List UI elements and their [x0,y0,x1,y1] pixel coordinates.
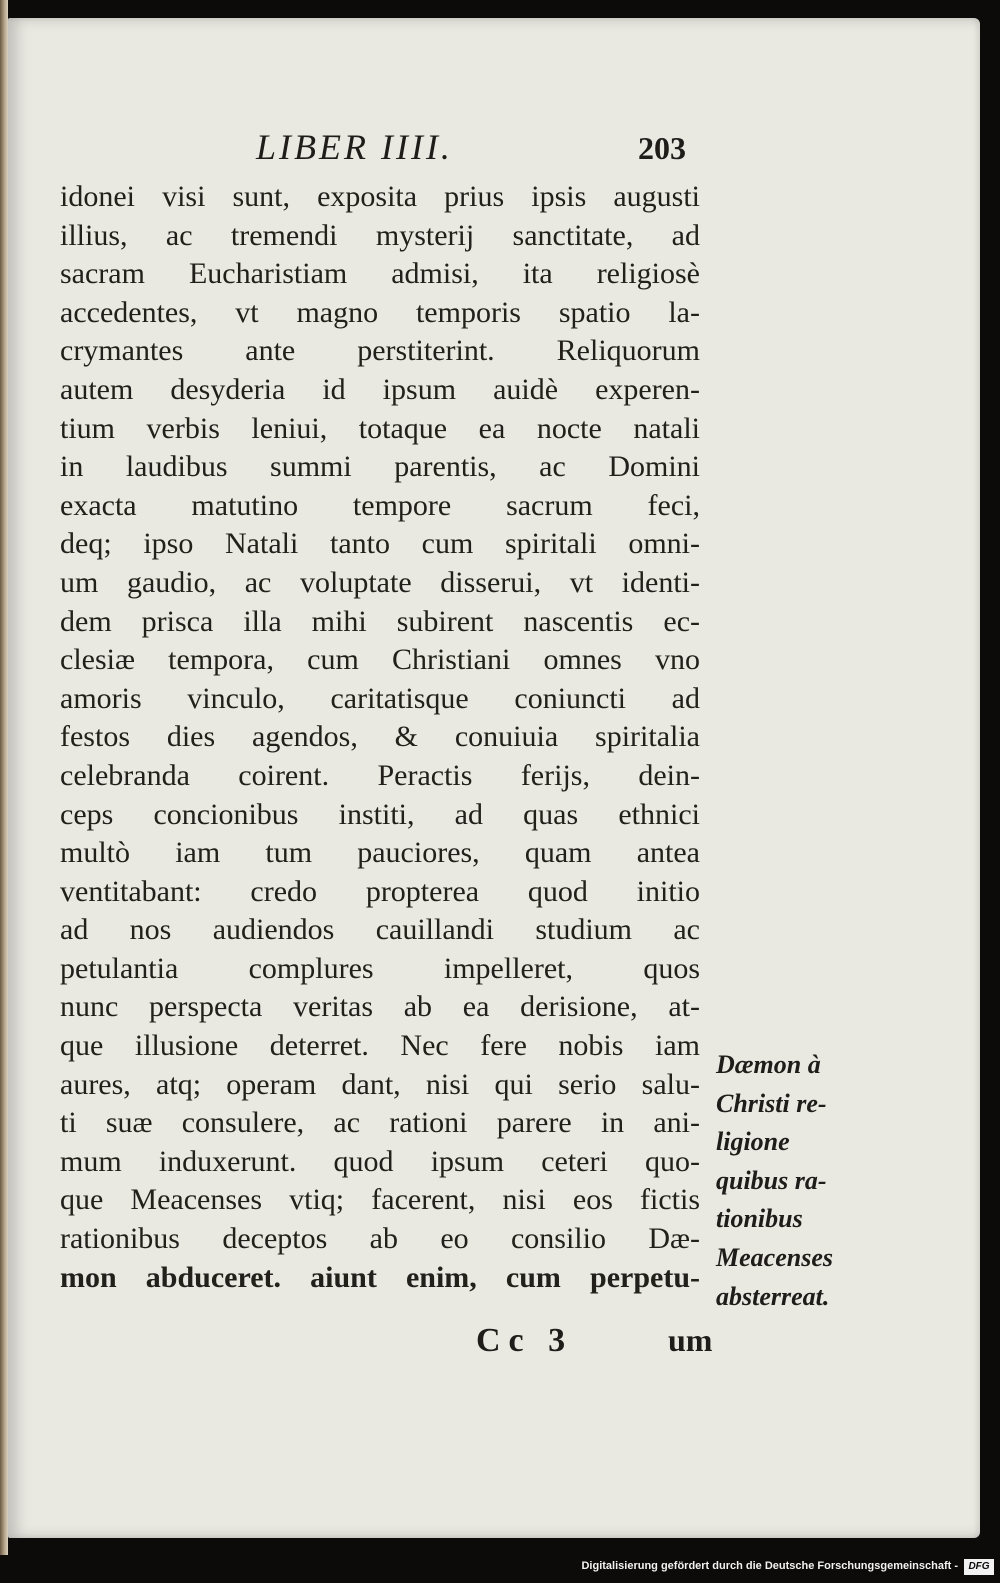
digitization-footer [0,1555,1000,1583]
text-line: que illusione deterret. Nec fere nobis iam [60,1029,700,1063]
book-spine-edge [0,0,8,1555]
text-line: festos dies agendos, & conuiuia spiritalia [60,720,700,754]
text-line: ceps concionibus institi, ad quas ethnici [60,797,700,831]
text-line: ventitabant: credo propterea quod initio [60,874,700,908]
signature-mark: Cc 3 [476,1322,574,1359]
text-line: um gaudio, ac voluptate disserui, vt identi- [60,565,700,599]
text-line: exacta matutino tempore sacrum feci, [60,488,700,522]
text-line: mon abduceret. aiunt enim, cum perpetu- [60,1260,700,1294]
text-line: clesiæ tempora, cum Christiani omnes vno [60,643,700,677]
running-head: LIBER IIII. [256,127,453,167]
marginal-note-line: ligione [716,1127,790,1157]
page-header [8,126,980,186]
digitization-credit: Digitalisierung gefördert durch die Deutsche Forschungsgemeinschaft - [581,1560,958,1572]
text-line: ad nos audiendos cauillandi studium ac [60,913,700,947]
body-text [60,178,700,1297]
text-line: petulantia complures impelleret, quos [60,951,700,985]
text-line: sacram Eucharistiam admisi, ita religiosè [60,257,700,291]
text-line: amoris vinculo, caritatisque coniuncti ad [60,681,700,715]
page-footer [8,1322,980,1372]
text-line: deq; ipso Natali tanto cum spiritali omni- [60,527,700,561]
page-number: 203 [638,130,686,166]
text-line: autem desyderia id ipsum auidè experen- [60,372,700,406]
text-line: multò iam tum pauciores, quam antea [60,836,700,870]
marginal-note-line: tionibus [716,1204,803,1234]
dfg-logo: DFG [964,1559,994,1575]
text-line: dem prisca illa mihi subirent nascentis ec- [60,604,700,638]
text-line: tium verbis leniui, totaque ea nocte natali [60,411,700,445]
marginal-note [716,1046,876,1316]
text-line: idonei visi sunt, exposita prius ipsis augusti [60,180,700,213]
text-line: aures, atq; operam dant, nisi qui serio salu- [60,1067,700,1101]
text-line: nunc perspecta veritas ab ea derisione, at- [60,990,700,1024]
catchword: um [668,1322,713,1358]
book-page [8,18,980,1538]
marginal-note-line: absterreat. [716,1281,830,1311]
marginal-note-line: Dæmon à [716,1050,821,1079]
text-line: accedentes, vt magno temporis spatio la- [60,295,700,329]
text-line: illius, ac tremendi mysterij sanctitate, ad [60,218,700,252]
text-line: celebranda coirent. Peractis ferijs, dein- [60,758,700,792]
marginal-note-line: quibus ra- [716,1165,827,1195]
text-line: in laudibus summi parentis, ac Domini [60,450,700,484]
marginal-note-line: Christi re- [716,1088,827,1118]
text-line: ti suæ consulere, ac rationi parere in ani- [60,1106,700,1140]
text-line: crymantes ante perstiterint. Reliquorum [60,334,700,368]
marginal-note-line: Meacenses [716,1242,833,1272]
text-line: mum induxerunt. quod ipsum ceteri quo- [60,1144,700,1178]
text-line: que Meacenses vtiq; facerent, nisi eos fictis [60,1183,700,1217]
text-line: rationibus deceptos ab eo consilio Dæ- [60,1222,700,1256]
